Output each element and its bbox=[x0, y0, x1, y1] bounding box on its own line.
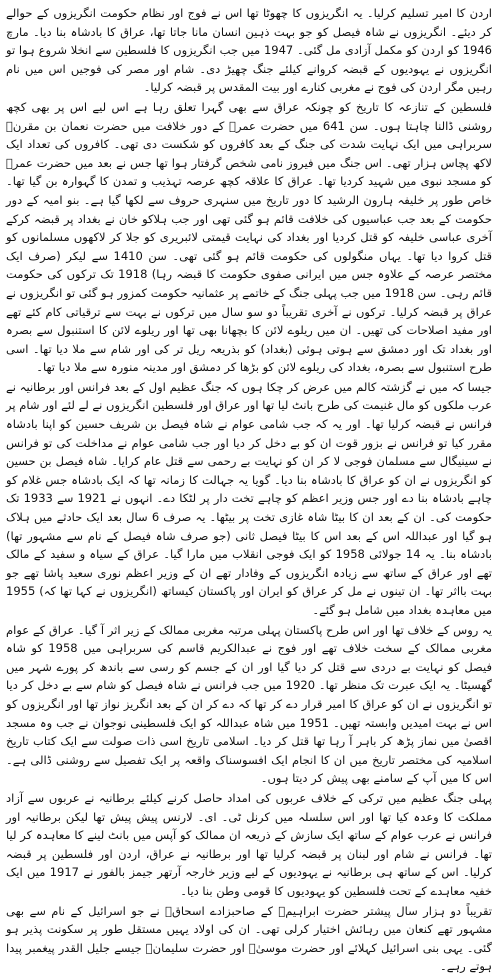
article-paragraph: تقریباً دو ہزار سال پیشتر حضرت ابراہیمؑ کے صاحبزادے اسحاقؑ نے جو اسرائیل کے نام سے بھی مشہور تھے کنعان میں رہائش اختیار کرلی تھی۔ ان کی اولاد یہیں مستقل طور پر سکونت پذیر ہو گئی۔ یہی بنی اسرائیل کہلائے اور حضرت موسیٰؑ اور حضرت سلیمانؑ جیسے جلیل القدر پیغمبر پیدا ہوتے رہے۔ bbox=[6, 903, 492, 974]
article-paragraph: یہ روس کے خلاف تھا اور اس طرح پاکستان پہلی مرتبہ مغربی ممالک کے زیر اثر آ گیا۔ عراق کے عوام مغربی ممالک کے سخت خلاف تھے اور فوج نے عبدالکریم قاسم کی سربراہی میں 1958 کو شاہ فیصل کو نہایت بے دردی سے قتل کر دیا گیا اور ان کے جسم کو رسی سے باندھ کر پورے شہر میں گھسیٹا۔ یہ ایک عبرت تک منظر تھا۔ 1920 میں جب فرانس نے شاہ فیصل کو شام سے بے دخل کر دیا تو انگریزوں نے ان کو عراق کا امیر قرار دے کر تھا کہ دے کر ان کے بعد انگریز نواز تھا اور انگریزوں کو اس نے بہت امیدیں وابستہ تھیں۔ 1951 میں شاہ عبداللہ کو ایک فلسطینی نوجوان نے جب وہ مسجد اقصیٰ میں نماز پڑھ کر باہر آ رہا تھا قتل کر دیا۔ اسلامی تاریخ اسی ذات صولت سے ایک کتاب تاریخ اسلامیہ کی مختصر تاریخ میں ان کا انجام ایک افسوسناک واقعہ پر ایک تفصیل سے روشنی ڈالی ہے۔ اس کا میں آپ کے سامنے بھی پیش کر دیتا ہوں۔ bbox=[6, 622, 492, 786]
article-paragraph: فلسطین کے تنازعہ کا تاریخ کو چونکہ عراق سے بھی گہرا تعلق رہا ہے اس لیے اس پر بھی کچھ روشنی ڈالنا چاہتا ہوں۔ سن 641 میں حضرت عمرؓ کے دور خلافت میں حضرت نعمان بن مقرنؓ سربراہی میں ایک نہایت شدت کی جنگ کے بعد کافروں کو شکست دی تھی۔ کافروں کی تعداد ایک لاکھ پچاس ہزار تھی۔ اس جنگ میں فیروز نامی شخص گرفتار ہوا تھا جس نے بعد میں حضرت عمرؓ کو مسجد نبوی میں شہید کردیا تھا۔ عراق کا علاقہ کچھ عرصہ تہذیب و تمدن کا گہوارہ بن گیا تھا۔ خاص طور پر خلیفہ ہارون الرشید کا دور تاریخ میں سنہری حروف سے لکھا گیا ہے۔ بنو امیہ کے دور حکومت کے بعد جب عباسیوں کی خلافت قائم ہو گئی تھی اور جب ہلاکو خان نے بغداد پر قبضہ کرکے آخری عباسی خلیفہ کو قتل کردیا اور بغداد کی نہایت قیمتی لائبریری کو جلا کر لاکھوں مسلمانوں کو قتل کروا دیا تھا۔ یہاں منگولوں کی حکومت قائم ہو گئی تھی۔ سن 1410 سے لیکر (صرف ایک مختصر عرصہ کے علاوہ جس میں ایرانی صفوی حکومت کا قبضہ رہا) 1918 تک ترکوں کی حکومت قائم رہی۔ سن 1918 میں جب پہلی جنگ کے خاتمے پر عثمانیہ حکومت کمزور ہو گئی تو انگریزوں نے عراق پر قبضہ کرلیا۔ ترکوں نے آخری تقریباً دو سو سال میں ترکوں نے بہت سے ترقیاتی کام کئے تھے اور مفید اصلاحات کی تھیں۔ ان میں ریلوے لائن کا بچھانا بھی تھا اور ریلوے لائن کا استنبول سے بصرہ اور بغداد تک اور دمشق سے ہوتی ہوئی (بغداد) کو بذریعہ ریل تر کی اور شام سے ملا دیا تھا۔ اسی طرح استنبول سے بصرہ، بغداد کی ریلوے لائن کو بڑھا کر دمشق اور مدینہ منورہ سے ملا دیا تھا۔ bbox=[6, 99, 493, 375]
article-paragraph: اردن کا امیر تسلیم کرلیا۔ یہ انگریزوں کا چھوٹا تھا اس نے فوج اور نظام حکومت انگریزوں کے حوالے کر دیئے۔ انگریزوں نے شاہ فیصل کو جو بہت ذہین انسان مانا جاتا تھا، عراق کا بادشاہ بنا دیا۔ مارچ 1946 کو اردن کو مکمل آزادی مل گئی۔ 1947 میں جب انگریزوں کا فلسطین سے انخلا شروع ہوا تو انگریزوں نے یہودیوں کے قبضہ کروانے کیلئے جنگ چھیڑ دی۔ شام اور مصر کی فوجیں اس میں نام رہیں مگر اردن کی فوج نے مغربی کنارے اور بیت المقدس پر قبضہ کرلیا۔ bbox=[6, 6, 492, 95]
article-paragraph: پہلی جنگ عظیم میں ترکی کے خلاف عربوں کی امداد حاصل کرنے کیلئے برطانیہ نے عربوں سے آزاد مملکت کا وعدہ کیا تھا اور اس سلسلہ میں کرنل ٹی۔ ای۔ لارنس پیش پیش تھا لیکن برطانیہ اور فرانس نے عرب عوام کے ساتھ ایک سازش کے ذریعہ ان ممالک کو آپس میں بانٹ لینے کا معاہدہ کر لیا تھا۔ فرانس نے شام اور لبنان پر قبضہ کرلیا تھا اور برطانیہ نے عراق، اردن اور فلسطین پر قبضہ کرلیا۔ اس کے ساتھ ہی برطانیہ نے یہودیوں کے لیے وزیر خارجہ آرتھر جیمز بالفور نے 1917 میں ایک خفیہ معاہدے کے تحت فلسطین کو یہودیوں کا قومی وطن بنا دیا۔ bbox=[6, 790, 492, 898]
article-paragraph: جیسا کہ میں نے گزشتہ کالم میں عرض کر چکا ہوں کہ جنگ عظیم اول کے بعد فرانس اور برطانیہ نے عرب ملکوں کو مال غنیمت کی طرح بانٹ لیا تھا اور عراق اور فلسطین انگریزوں نے لے لئے اور شام پر فرانس نے قبضہ کرلیا تھا۔ اور یہ کہ جب شامی عوام نے شاہ فیصل بن شریف حسین کو اپنا بادشاہ مقرر کیا تو فرانس نے بزور قوت ان کو بے دخل کر دیا اور جب شامی عوام نے مداخلت کی تو فرانس نے سینیگال سے مسلمان فوجی لا کر ان کو نہایت بے رحمی سے قتل عام کرایا۔ شاہ فیصل بن حسین کو انگریزوں نے ان کو عراق کا بادشاہ بنا دیا۔ گویا یہ جہالت کا زمانہ تھا کہ ایک بادشاہ جس غلام کو چاہے بادشاہ بنا دے اور جس وزیر اعظم کو چاہے تخت دار پر لٹکا دے۔ انہوں نے 1921 سے 1933 تک حکومت کی۔ ان کے بعد ان کا بیٹا شاہ غازی تخت پر بیٹھا۔ یہ صرف 6 سال بعد ایک حادثے میں ہلاک ہو گیا اور عبداللہ اس کے بعد اس کا بیٹا فیصل ثانی (جو صرف شاہ فیصل کے نام سے مشہور تھا) بادشاہ بنا۔ یہ 14 جولائی 1958 کو ایک فوجی انقلاب میں مارا گیا۔ عراق کے سیاہ و سفید کے مالک تھے اور عراق کے ساتھ سے زیادہ انگریزوں کے وفادار تھے ان کے وزیر اعظم نوری سعید پاشا تھے جو بہت بااثر تھا۔ ان تینوں نے مل کر عراق کو ایران اور پاکستان کیساتھ (انگریزوں نے کہا تھا کہ) 1955 میں معاہدہ بغداد میں شامل ہو گئے۔ bbox=[6, 379, 493, 617]
